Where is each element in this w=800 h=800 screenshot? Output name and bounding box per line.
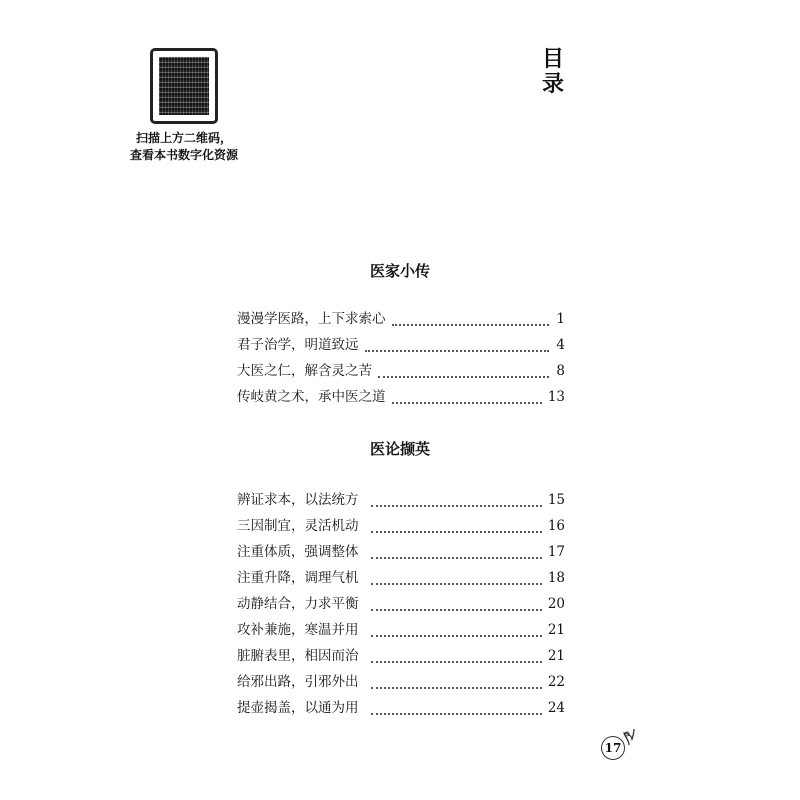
dot-leader [371, 582, 542, 585]
dot-leader [371, 686, 542, 689]
toc-entry-page: 4 [556, 337, 565, 353]
qr-code-block [116, 48, 252, 164]
toc-entry-page: 16 [547, 518, 565, 534]
toc-entry[interactable] [237, 595, 565, 621]
toc-entry-title: 漫漫学医路，上下求索心 [237, 311, 386, 327]
dot-leader [371, 608, 542, 611]
dot-leader [371, 634, 542, 637]
toc-list-biography [237, 310, 565, 414]
dot-leader [392, 323, 550, 326]
toc-entry-title: 三因制宜，灵活机动 [237, 518, 359, 534]
dot-leader [378, 375, 549, 378]
toc-entry-page: 18 [547, 570, 565, 586]
toc-entry-title: 辨证求本，以法统方 [237, 492, 359, 508]
qr-code-icon [159, 57, 209, 115]
page-number-badge: 17 [601, 736, 625, 760]
section-heading-medical-theory: 医论撷英 [369, 440, 430, 458]
dot-leader [365, 349, 550, 352]
toc-entry-page: 20 [547, 596, 565, 612]
toc-entry-page: 1 [556, 311, 565, 327]
toc-entry-title: 传岐黄之术，承中医之道 [237, 389, 386, 405]
qr-code-frame[interactable] [150, 48, 218, 124]
toc-entry-page: 22 [547, 674, 565, 690]
toc-entry-page: 21 [547, 622, 565, 638]
toc-entry[interactable] [237, 491, 565, 517]
toc-entry[interactable] [237, 621, 565, 647]
toc-entry-page: 24 [547, 700, 565, 716]
toc-entry[interactable] [237, 362, 565, 388]
toc-entry[interactable] [237, 310, 565, 336]
toc-entry-title: 注重升降，调理气机 [237, 570, 359, 586]
toc-entry[interactable] [237, 673, 565, 699]
toc-entry[interactable] [237, 569, 565, 595]
dot-leader [371, 556, 542, 559]
toc-entry-title: 大医之仁，解含灵之苦 [237, 363, 372, 379]
dot-leader [371, 504, 542, 507]
leaf-icon [622, 728, 636, 746]
toc-entry[interactable] [237, 699, 565, 725]
dot-leader [392, 401, 542, 404]
toc-entry-title: 动静结合，力求平衡 [237, 596, 359, 612]
toc-entry-page: 21 [547, 648, 565, 664]
toc-entry[interactable] [237, 543, 565, 569]
toc-entry-title: 脏腑表里，相因而治 [237, 648, 359, 664]
qr-caption [116, 130, 252, 164]
toc-entry-page: 17 [547, 544, 565, 560]
toc-entry-page: 8 [556, 363, 565, 379]
toc-entry[interactable] [237, 388, 565, 414]
toc-entry[interactable] [237, 336, 565, 362]
toc-entry[interactable] [237, 647, 565, 673]
qr-caption-line-2: 查看本书数字化资源 [129, 148, 238, 162]
dot-leader [371, 712, 542, 715]
toc-entry-title: 提壶揭盖，以通为用 [237, 700, 359, 716]
toc-entry[interactable] [237, 517, 565, 543]
toc-entry-title: 君子治学，明道致远 [237, 337, 359, 353]
toc-list-medical-theory [237, 491, 565, 725]
dot-leader [371, 660, 542, 663]
toc-entry-page: 13 [547, 389, 565, 405]
contents-title: 目录 [541, 47, 564, 97]
section-heading-biography: 医家小传 [369, 262, 430, 280]
dot-leader [371, 530, 542, 533]
toc-entry-page: 15 [547, 492, 565, 508]
qr-caption-line-1: 扫描上方二维码， [135, 131, 232, 145]
toc-entry-title: 注重体质，强调整体 [237, 544, 359, 560]
toc-entry-title: 给邪出路，引邪外出 [237, 674, 359, 690]
toc-entry-title: 攻补兼施，寒温并用 [237, 622, 359, 638]
